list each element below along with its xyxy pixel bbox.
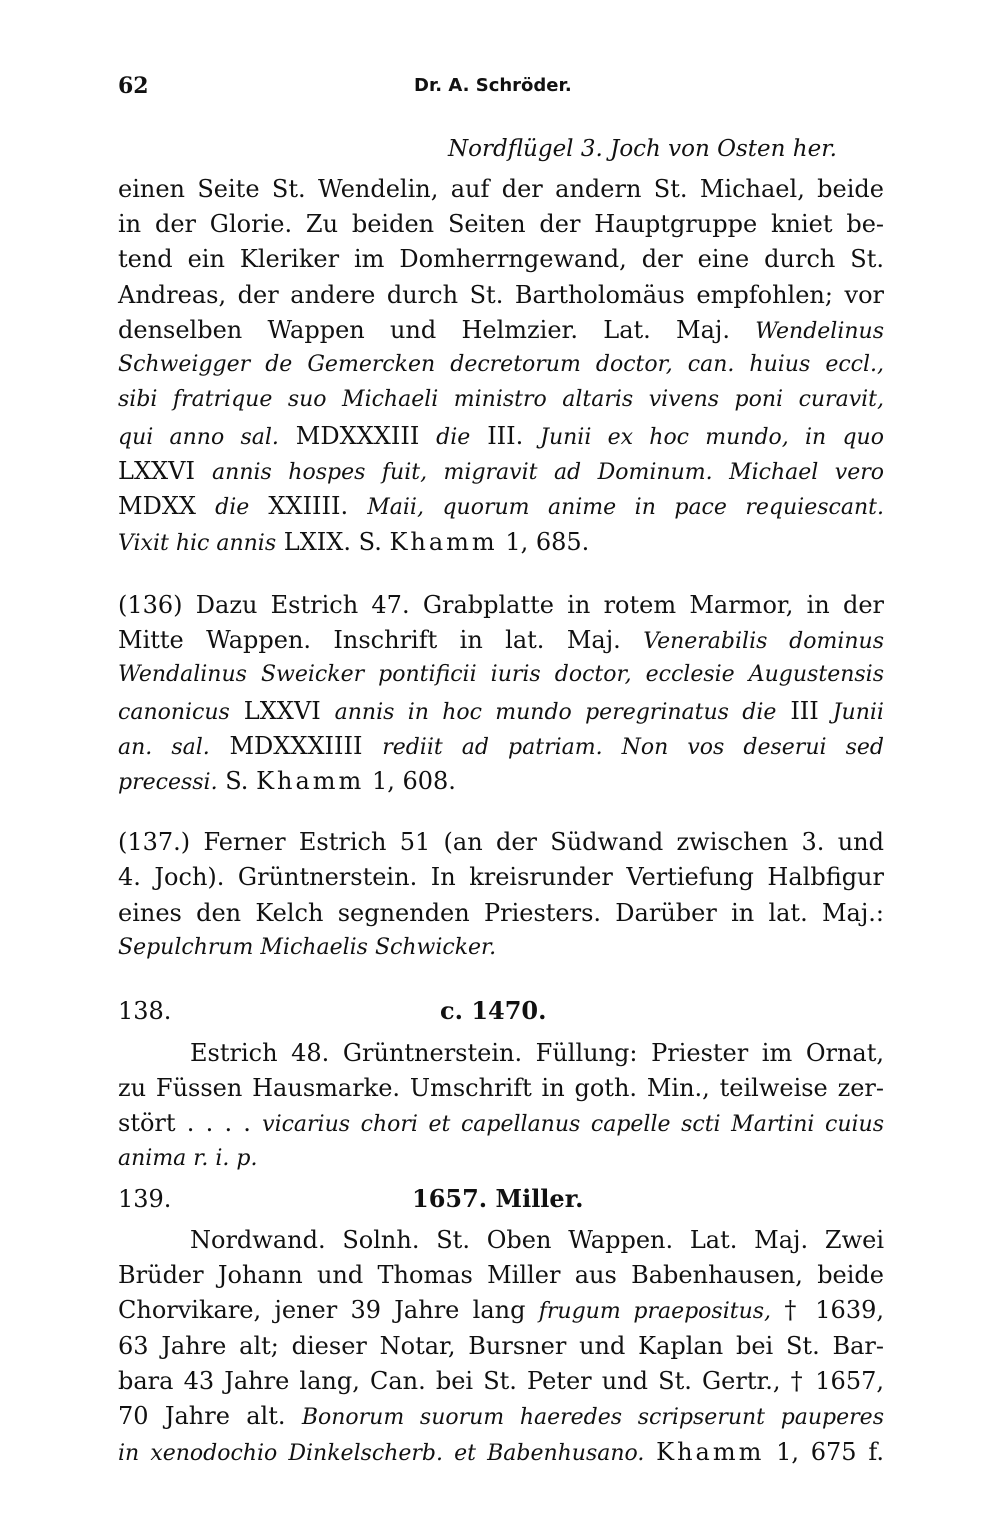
page-number: 62 xyxy=(118,73,149,99)
text-line xyxy=(118,456,884,488)
author-name: Khamm xyxy=(656,1438,765,1466)
text-span: LXIX. S. xyxy=(283,528,382,556)
entry-date: 1657. Miller. xyxy=(412,1184,584,1213)
text-span: Mitte Wappen. Inschrift in lat. Maj. xyxy=(118,626,621,654)
text-line xyxy=(118,766,884,798)
latin-text: canonicus xyxy=(118,700,230,725)
text-line: bara 43 Jahre lang, Can. bei St. Peter und St. Gertr., † 1657, xyxy=(118,1367,884,1395)
running-title: Dr. A. Schröder. xyxy=(414,75,572,96)
latin-text: Vixit hic annis xyxy=(118,531,277,556)
latin-text: frugum praepositus, xyxy=(538,1299,772,1324)
roman-numeral: LXXVI xyxy=(118,457,195,485)
text-line: Brüder Johann und Thomas Miller aus Babenhausen, beide xyxy=(118,1261,884,1289)
roman-numeral: III. xyxy=(487,422,524,450)
text-line: (137.) Ferner Estrich 51 (an der Südwand zwischen 3. und xyxy=(118,828,884,856)
text-line: Andreas, der andere durch St. Bartholomäus empfohlen; vor xyxy=(118,281,884,309)
roman-numeral: MDXX xyxy=(118,492,196,520)
text-line xyxy=(118,1108,884,1140)
entry-number: 138. xyxy=(118,997,172,1025)
text-span: denselben Wappen und Helmzier. Lat. Maj. xyxy=(118,316,730,344)
latin-text: rediit ad patriam. Non vos deserui sed xyxy=(382,735,884,760)
text-span: stört . . . . xyxy=(118,1109,251,1137)
text-line: (136) Dazu Estrich 47. Grabplatte in rotem Marmor, in der xyxy=(118,591,884,619)
latin-text: precessi. xyxy=(118,770,218,795)
section-heading: Nordflügel 3. Joch von Osten her. xyxy=(448,136,837,162)
text-line xyxy=(118,731,884,763)
roman-numeral: LXXVI xyxy=(243,697,321,725)
text-span: † 1639, xyxy=(784,1296,884,1324)
text-span: 1, 608. xyxy=(371,767,456,795)
roman-numeral: XXIIII. xyxy=(268,492,349,520)
latin-line: Wendalinus Sweicker pontificii iuris doctor, ecclesie Augustensis xyxy=(118,662,884,687)
latin-line: Schweigger de Gemercken decretorum doctor, can. huius eccl., xyxy=(118,352,884,377)
latin-text: Junii ex hoc mundo, in quo xyxy=(540,425,884,450)
latin-text: Bonorum suorum haeredes scripserunt pauperes xyxy=(301,1405,884,1430)
text-line xyxy=(118,421,884,453)
latin-text: Junii xyxy=(832,700,884,725)
text-line: 63 Jahre alt; dieser Notar, Bursner und Kaplan bei St. Bar- xyxy=(118,1332,884,1360)
entry-date: c. 1470. xyxy=(440,996,547,1025)
latin-text: Wendelinus xyxy=(755,319,884,344)
entry-number: 139. xyxy=(118,1185,172,1213)
latin-text: annis hospes fuit, migravit ad Dominum. Michael vero xyxy=(212,460,884,485)
latin-text: in xenodochio Dinkelscherb. et Babenhusano. xyxy=(118,1441,645,1466)
text-line xyxy=(118,315,884,347)
text-line xyxy=(118,1437,884,1469)
text-line: zu Füssen Hausmarke. Umschrift in goth. Min., teilweise zer- xyxy=(118,1074,884,1102)
roman-numeral: MDXXXIIII xyxy=(229,732,363,760)
text-span: 70 Jahre alt. xyxy=(118,1402,286,1430)
latin-text: Maii, quorum anime in pace requiescant. xyxy=(367,495,884,520)
text-line xyxy=(118,625,884,657)
latin-line: anima r. i. p. xyxy=(118,1146,258,1171)
text-line: Nordwand. Solnh. St. Oben Wappen. Lat. Maj. Zwei xyxy=(190,1226,884,1254)
text-span: Chorvikare, jener 39 Jahre lang xyxy=(118,1296,526,1324)
latin-text: Venerabilis dominus xyxy=(643,629,885,654)
latin-text: qui anno sal. xyxy=(118,425,279,450)
text-line: tend ein Kleriker im Domherrngewand, der eine durch St. xyxy=(118,245,884,273)
text-line xyxy=(118,1401,884,1433)
text-span: 1, 685. xyxy=(505,528,590,556)
latin-text: vicarius chori et capellanus capelle scti Martini cuius xyxy=(262,1112,884,1137)
latin-text: die xyxy=(436,425,471,450)
text-span: S. xyxy=(225,767,249,795)
text-line xyxy=(118,1295,884,1327)
roman-numeral: III xyxy=(790,697,819,725)
text-line: einen Seite St. Wendelin, auf der andern St. Michael, beide xyxy=(118,175,884,203)
text-line xyxy=(118,527,884,559)
latin-line: sibi fratrique suo Michaeli ministro altaris vivens poni curavit, xyxy=(118,387,884,412)
roman-numeral: MDXXXIII xyxy=(295,422,420,450)
text-line: Estrich 48. Grüntnerstein. Füllung: Priester im Ornat, xyxy=(190,1039,884,1067)
latin-text: die xyxy=(215,495,250,520)
author-name: Khamm xyxy=(389,528,498,556)
text-span: 1, 675 f. xyxy=(776,1438,884,1466)
text-line xyxy=(118,491,884,523)
text-line: eines den Kelch segnenden Priesters. Darüber in lat. Maj.: xyxy=(118,899,884,927)
text-line: in der Glorie. Zu beiden Seiten der Hauptgruppe kniet be- xyxy=(118,210,884,238)
author-name: Khamm xyxy=(256,767,365,795)
latin-text: annis in hoc mundo peregrinatus die xyxy=(334,700,777,725)
text-line: 4. Joch). Grüntnerstein. In kreisrunder Vertiefung Halbfigur xyxy=(118,863,884,891)
latin-text: an. sal. xyxy=(118,735,210,760)
text-line xyxy=(118,696,884,728)
latin-line: Sepulchrum Michaelis Schwicker. xyxy=(118,935,497,960)
